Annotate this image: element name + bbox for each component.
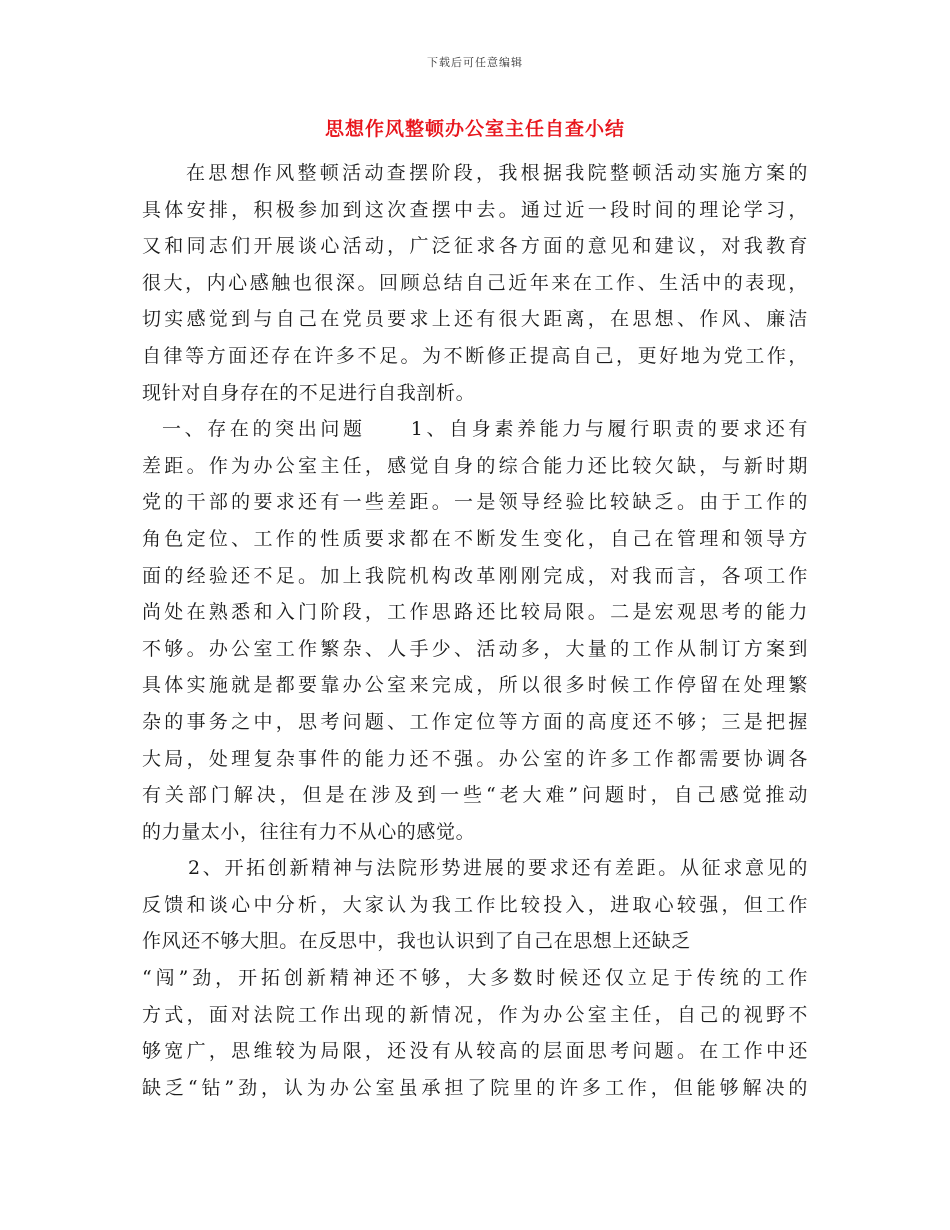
text-line: 杂的事务之中，思考问题、工作定位等方面的高度还不够；三是把握 xyxy=(142,710,808,733)
text-line: 不够。办公室工作繁杂、人手少、活动多，大量的工作从制订方案到 xyxy=(142,637,808,660)
text-line: 现针对自身存在的不足进行自我剖析。 xyxy=(142,381,476,404)
text-line: 大局，处理复杂事件的能力还不强。办公室的许多工作都需要协调各 xyxy=(142,747,808,770)
text-line: 具体实施就是都要靠办公室来完成，所以很多时候工作停留在处理繁 xyxy=(142,674,808,697)
text-line: 切实感觉到与自己在党员要求上还有很大距离，在思想、作风、廉洁 xyxy=(142,308,808,331)
text-line: 够宽广，思维较为局限，还没有从较高的层面思考问题。在工作中还 xyxy=(142,1040,808,1063)
text-line: 方式，面对法院工作出现的新情况，作为办公室主任，自己的视野不 xyxy=(142,1003,808,1026)
text-line: 很大，内心感触也很深。回顾总结自己近年来在工作、生活中的表现， xyxy=(142,271,808,294)
document-title: 思想作风整顿办公室主任自查小结 xyxy=(324,118,625,140)
text-line: 的力量太小，往往有力不从心的感觉。 xyxy=(142,820,476,843)
text-line: 作风还不够大胆。在反思中，我也认识到了自己在思想上还缺乏 xyxy=(142,930,691,953)
text-line: 有关部门解决，但是在涉及到一些“老大难”问题时，自己感觉推动 xyxy=(142,784,808,807)
text-line: 一、存在的突出问题 1、自身素养能力与履行职责的要求还有 xyxy=(162,418,808,441)
page-header-note: 下载后可任意编辑 xyxy=(427,56,523,69)
text-line: 具体安排，积极参加到这次查摆中去。通过近一段时间的理论学习， xyxy=(142,198,808,221)
text-line: 党的干部的要求还有一些差距。一是领导经验比较缺乏。由于工作的 xyxy=(142,491,808,514)
text-line: 缺乏“钻”劲，认为办公室虽承担了院里的许多工作，但能够解决的 xyxy=(142,1076,808,1099)
text-line: 又和同志们开展谈心活动，广泛征求各方面的意见和建议，对我教育 xyxy=(142,235,808,258)
text-line: 在思想作风整顿活动查摆阶段，我根据我院整顿活动实施方案的 xyxy=(186,162,808,184)
document-body xyxy=(142,155,808,1106)
text-line: 面的经验还不足。加上我院机构改革刚刚完成，对我而言，各项工作 xyxy=(142,564,808,587)
text-line: “闯”劲，开拓创新精神还不够，大多数时候还仅立足于传统的工作 xyxy=(142,967,808,990)
text-line: 尚处在熟悉和入门阶段，工作思路还比较局限。二是宏观思考的能力 xyxy=(142,601,808,624)
text-line: 反馈和谈心中分析，大家认为我工作比较投入，进取心较强，但工作 xyxy=(142,893,808,916)
text-line: 角色定位、工作的性质要求都在不断发生变化，自己在管理和领导方 xyxy=(142,527,808,550)
text-line: 自律等方面还存在许多不足。为不断修正提高自己，更好地为党工作， xyxy=(142,344,808,367)
text-line: 2、开拓创新精神与法院形势进展的要求还有差距。从征求意见的 xyxy=(188,857,808,880)
text-line: 差距。作为办公室主任，感觉自身的综合能力还比较欠缺，与新时期 xyxy=(142,454,808,477)
